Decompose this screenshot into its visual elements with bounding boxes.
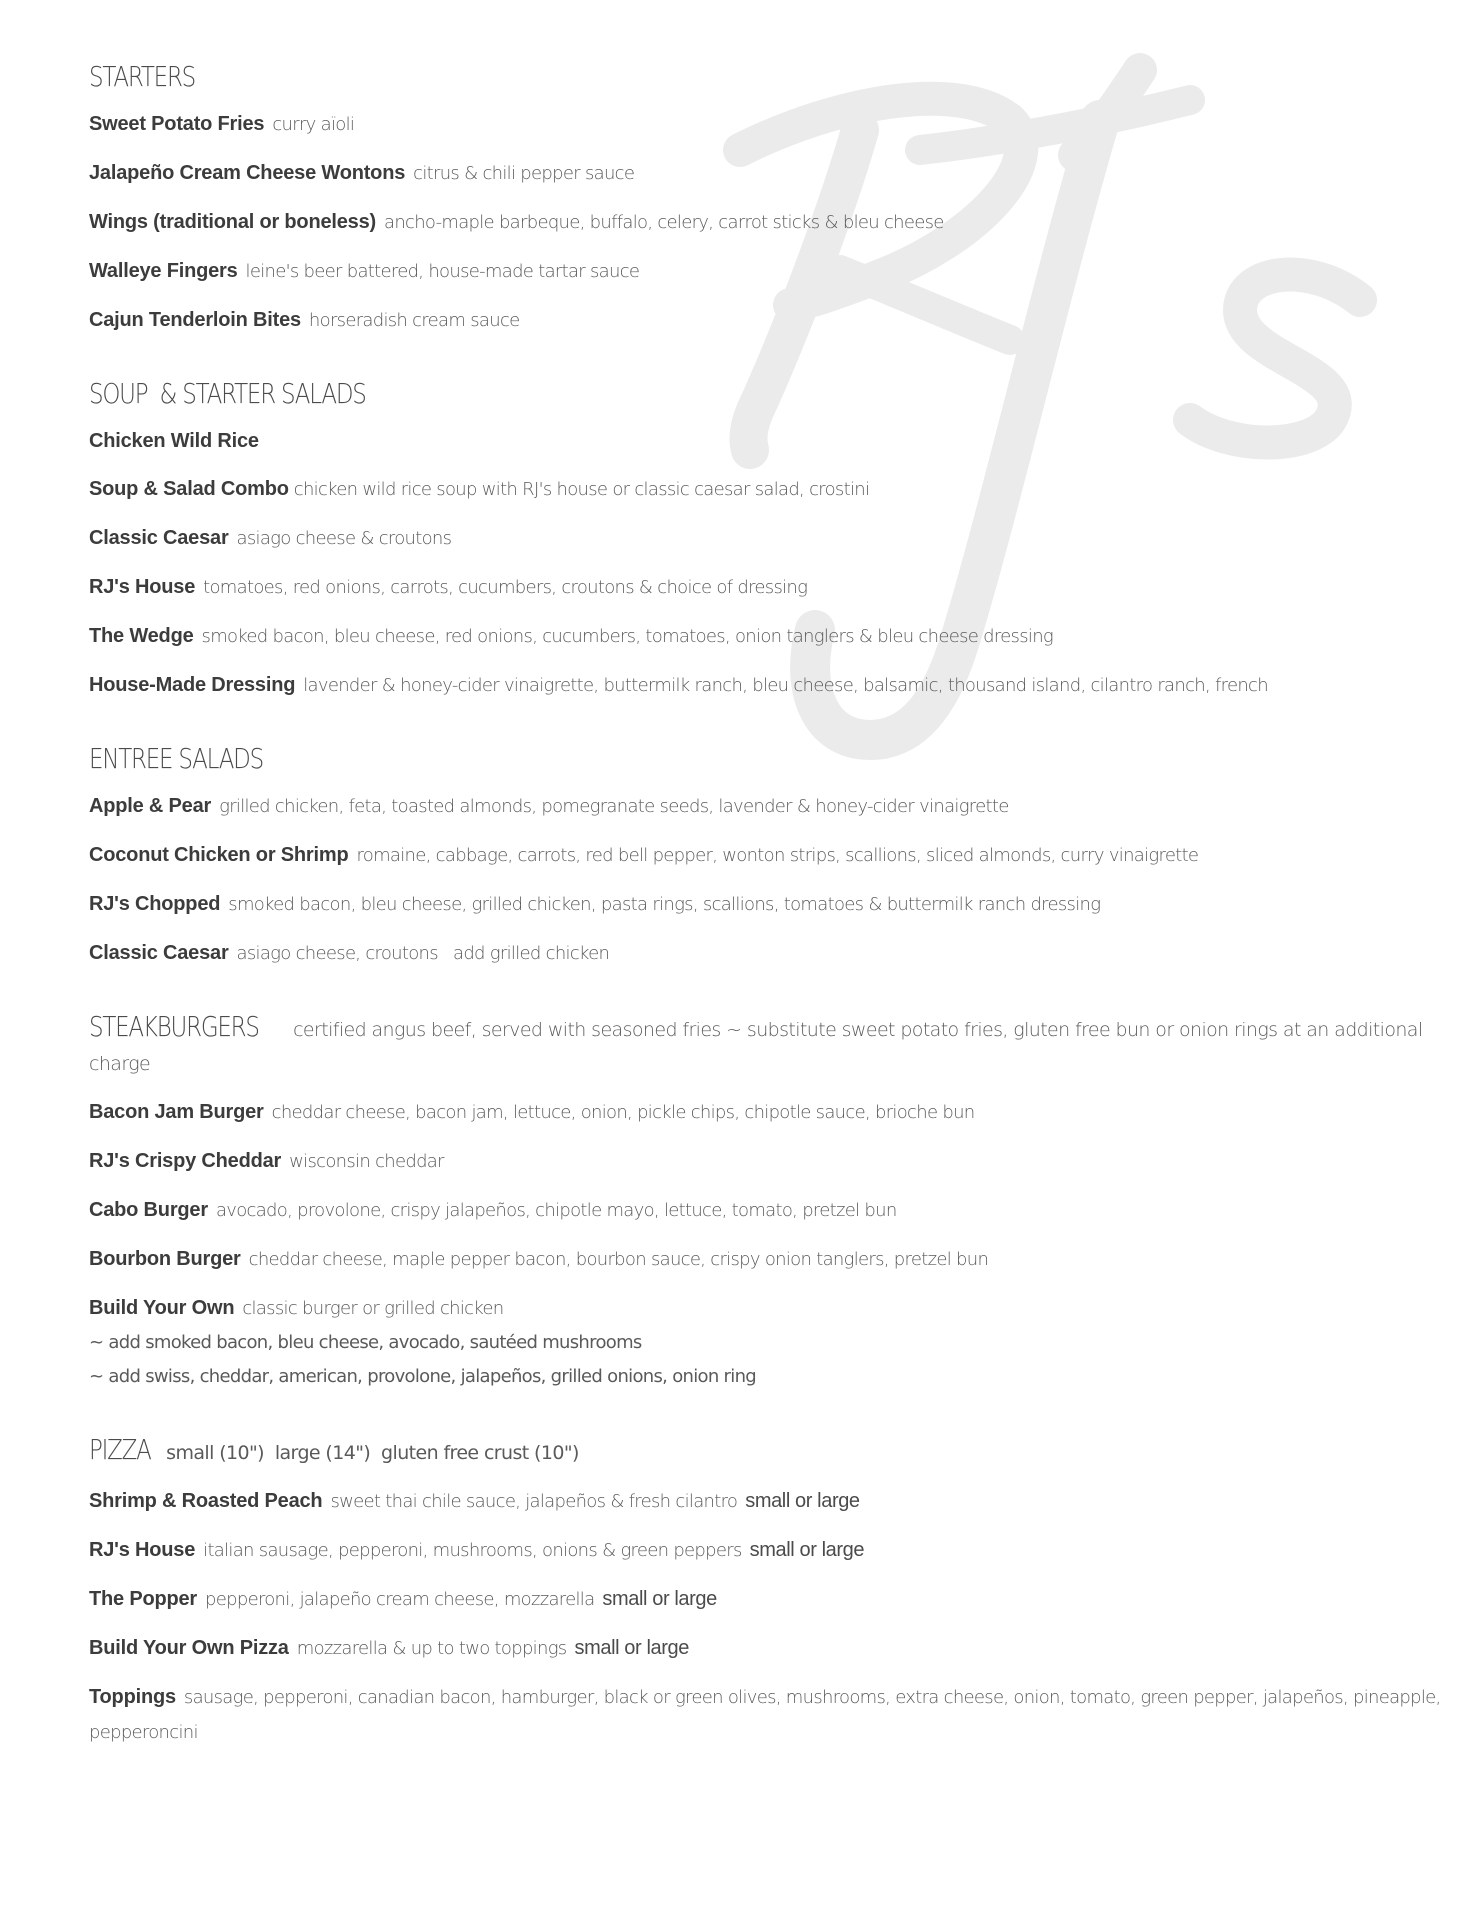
item-name: House-Made Dressing <box>89 674 296 696</box>
item-name: Apple & Pear <box>89 795 212 817</box>
item-name: Cajun Tenderloin Bites <box>89 309 301 331</box>
item-desc: avocado, provolone, crispy jalapeños, chipotle mayo, lettuce, tomato, pretzel bun <box>215 1200 897 1221</box>
menu-item <box>89 472 1449 507</box>
item-desc: mozzarella & up to two toppings <box>296 1638 567 1659</box>
section-title: ENTREE SALADS <box>89 742 263 775</box>
menu-item <box>89 838 1449 873</box>
menu-item <box>89 205 1449 240</box>
menu-item <box>89 887 1449 922</box>
item-size: small or large <box>749 1539 865 1561</box>
menu-item <box>89 1144 1449 1179</box>
menu-item <box>89 1582 1449 1617</box>
entree-salads-section <box>89 742 1449 971</box>
item-desc: ancho-maple barbeque, buffalo, celery, carrot sticks & bleu cheese <box>383 212 944 233</box>
item-desc: cheddar cheese, maple pepper bacon, bourbon sauce, crispy onion tanglers, pretzel bun <box>248 1249 989 1270</box>
item-desc: chicken wild rice soup with RJ's house or classic caesar salad, crostini <box>293 479 870 500</box>
section-title: PIZZA <box>89 1433 151 1466</box>
menu-item <box>89 521 1449 556</box>
starters-heading <box>89 60 1449 93</box>
item-desc: romaine, cabbage, carrots, red bell pepper, wonton strips, scallions, sliced almonds, curry vinaigrette <box>356 845 1199 866</box>
item-desc: curry aïoli <box>272 114 355 135</box>
item-size: small or large <box>574 1637 689 1659</box>
item-desc: cheddar cheese, bacon jam, lettuce, onion, pickle chips, chipotle sauce, brioche bun <box>271 1102 975 1123</box>
section-title: SOUP & STARTER SALADS <box>89 377 366 410</box>
item-name: Build Your Own Pizza <box>89 1637 289 1659</box>
menu-item <box>89 1095 1449 1130</box>
steakburgers-section <box>89 1010 1449 1394</box>
item-name: Classic Caesar <box>89 527 229 549</box>
menu-item <box>89 1242 1449 1277</box>
item-desc: sweet thai chile sauce, jalapeños & fresh cilantro <box>330 1491 738 1512</box>
menu-item <box>89 619 1449 654</box>
item-name: Chicken Wild Rice <box>89 430 259 452</box>
item-desc: asiago cheese, croutons add grilled chicken <box>236 943 610 964</box>
pizza-section <box>89 1433 1449 1750</box>
item-size: small or large <box>745 1490 860 1512</box>
section-note: small (10") large (14") gluten free crust (10") <box>166 1442 579 1464</box>
item-name: RJ's Chopped <box>89 893 221 915</box>
menu-item <box>89 789 1449 824</box>
item-name: RJ's House <box>89 576 196 598</box>
menu-item <box>89 1193 1449 1228</box>
item-desc: leine's beer battered, house-made tartar sauce <box>245 261 640 282</box>
item-desc: classic burger or grilled chicken <box>242 1298 504 1319</box>
menu-item <box>89 156 1449 191</box>
item-desc: tomatoes, red onions, carrots, cucumbers, croutons & choice of dressing <box>203 577 808 598</box>
item-desc: smoked bacon, bleu cheese, grilled chicken, pasta rings, scallions, tomatoes & buttermilk ranch dressing <box>228 894 1101 915</box>
item-desc: italian sausage, pepperoni, mushrooms, onions & green peppers <box>203 1540 742 1561</box>
menu-item <box>89 570 1449 605</box>
item-desc: grilled chicken, feta, toasted almonds, pomegranate seeds, lavender & honey-cider vinaigrette <box>219 796 1009 817</box>
item-desc: smoked bacon, bleu cheese, red onions, cucumbers, tomatoes, onion tanglers & bleu cheese dressing <box>201 626 1054 647</box>
item-desc: sausage, pepperoni, canadian bacon, hamburger, black or green olives, mushrooms, extra cheese, onion, tomato, green pepper, jalapeños, pineapple, pepperoncini <box>89 1687 1441 1743</box>
item-name: Soup & Salad Combo <box>89 478 289 500</box>
section-note: certified angus beef, served with seasoned fries ~ substitute sweet potato fries, gluten free bun or onion rings at an additional charge <box>89 1019 1423 1075</box>
menu-item <box>89 936 1449 971</box>
item-name: Wings (traditional or boneless) <box>89 211 376 233</box>
menu-item <box>89 424 1449 458</box>
item-addon-line: ~ add smoked bacon, bleu cheese, avocado, sautéed mushrooms <box>89 1332 642 1353</box>
item-desc: asiago cheese & croutons <box>236 528 452 549</box>
entree-heading <box>89 742 1449 775</box>
section-title: STEAKBURGERS <box>89 1010 259 1043</box>
menu-item <box>89 1484 1449 1519</box>
item-desc: horseradish cream sauce <box>308 310 520 331</box>
starters-section <box>89 60 1449 338</box>
item-desc: pepperoni, jalapeño cream cheese, mozzarella <box>205 1589 595 1610</box>
menu-item <box>89 254 1449 289</box>
item-name: The Wedge <box>89 625 194 647</box>
item-name: Shrimp & Roasted Peach <box>89 1490 323 1512</box>
item-desc: lavender & honey-cider vinaigrette, buttermilk ranch, bleu cheese, balsamic, thousand island, cilantro ranch, french <box>303 675 1268 696</box>
item-name: The Popper <box>89 1588 198 1610</box>
menu-item <box>89 1533 1449 1568</box>
menu-item <box>89 1631 1449 1666</box>
item-name: Cabo Burger <box>89 1199 208 1221</box>
menu-item <box>89 107 1449 142</box>
menu-item <box>89 668 1449 703</box>
item-name: Bourbon Burger <box>89 1248 241 1270</box>
menu-item <box>89 303 1449 338</box>
item-desc: wisconsin cheddar <box>289 1151 444 1172</box>
menu-page <box>89 60 1449 1789</box>
item-name: RJ's House <box>89 1539 196 1561</box>
item-name: Coconut Chicken or Shrimp <box>89 844 349 866</box>
item-name: Jalapeño Cream Cheese Wontons <box>89 162 406 184</box>
item-name: RJ's Crispy Cheddar <box>89 1150 282 1172</box>
item-name: Classic Caesar <box>89 942 229 964</box>
item-name: Toppings <box>89 1686 176 1708</box>
pizza-heading <box>89 1433 1449 1470</box>
item-desc: citrus & chili pepper sauce <box>413 163 635 184</box>
item-size: small or large <box>602 1588 717 1610</box>
section-title: STARTERS <box>89 60 196 93</box>
item-name: Walleye Fingers <box>89 260 238 282</box>
item-name: Bacon Jam Burger <box>89 1101 264 1123</box>
steakburgers-heading <box>89 1010 1449 1081</box>
menu-item <box>89 1680 1449 1750</box>
soup-heading <box>89 377 1449 410</box>
menu-item <box>89 1291 1449 1394</box>
item-name: Sweet Potato Fries <box>89 113 265 135</box>
item-name: Build Your Own <box>89 1297 235 1319</box>
soup-section <box>89 377 1449 703</box>
item-addon-line: ~ add swiss, cheddar, american, provolone, jalapeños, grilled onions, onion ring <box>89 1366 756 1387</box>
